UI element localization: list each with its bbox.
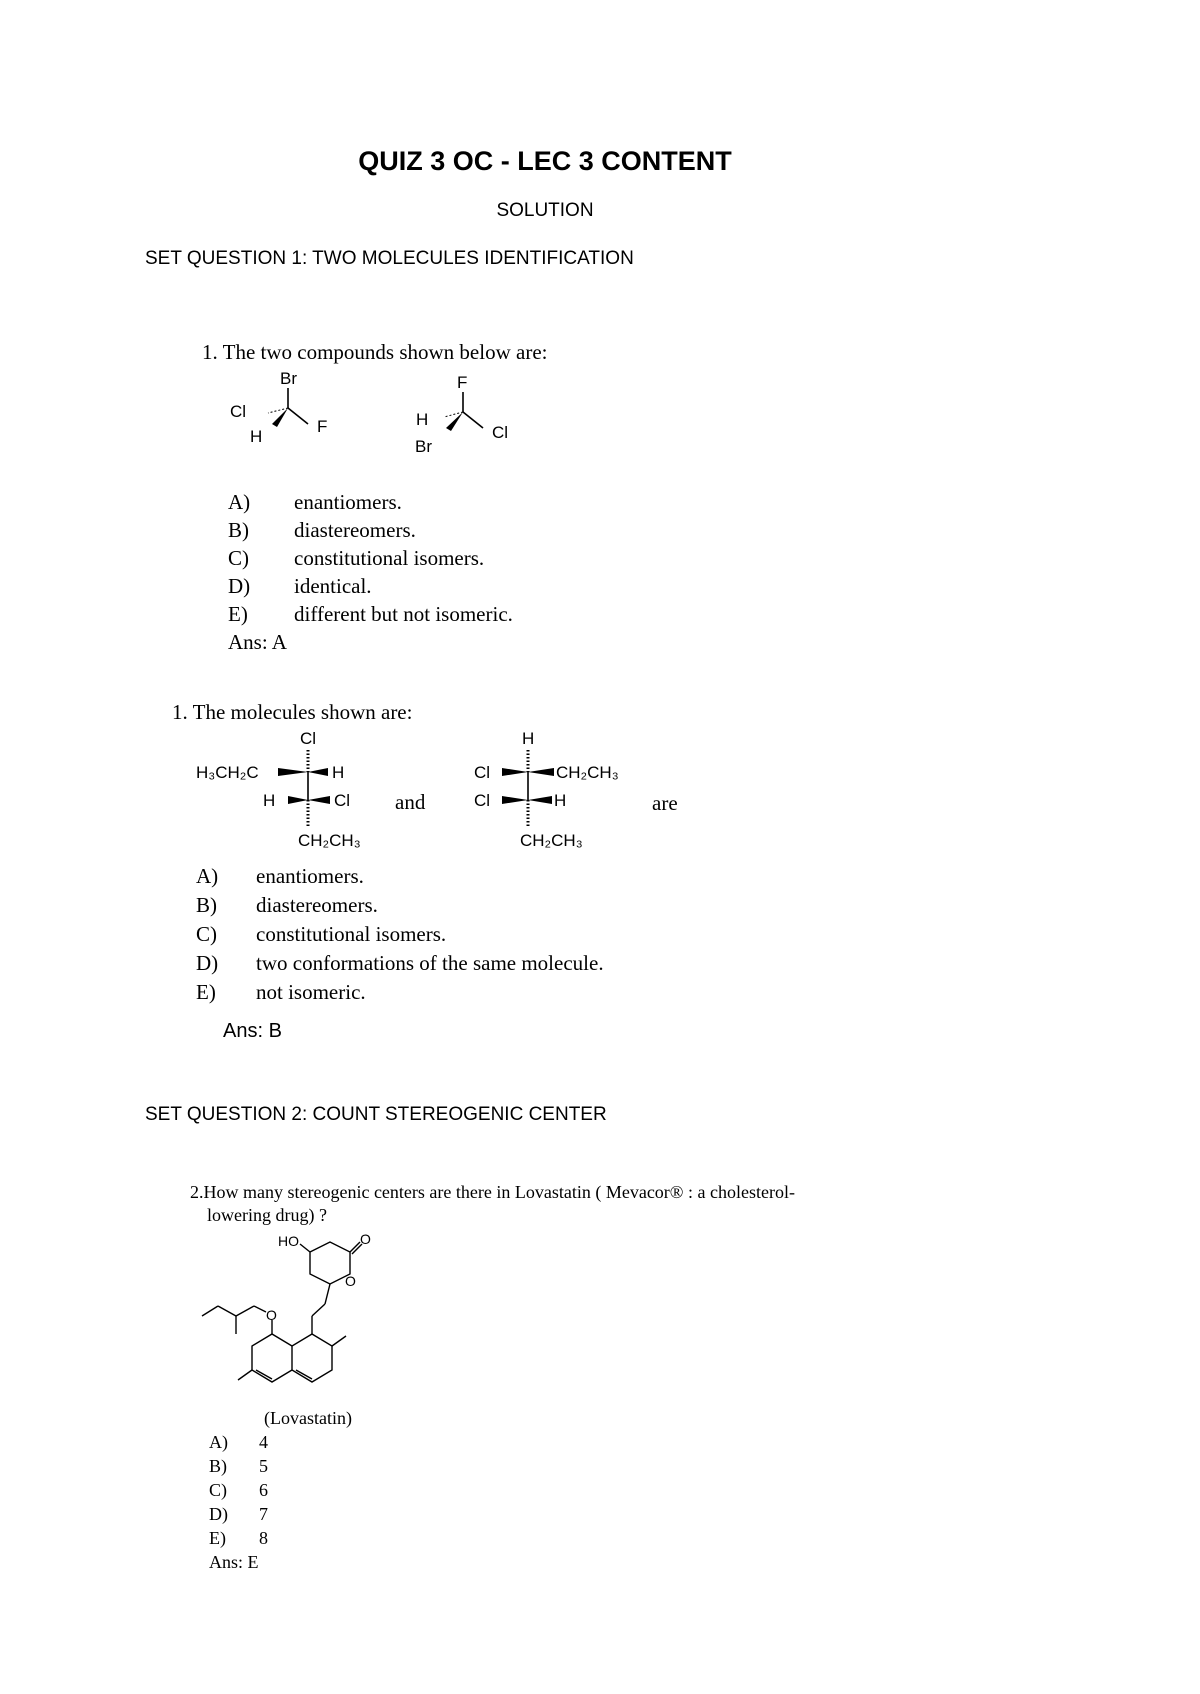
mol1-right-label: F — [317, 417, 328, 436]
option-letter: C) — [228, 546, 249, 570]
option-letter: A) — [228, 490, 251, 514]
q1b-fischer-diagram — [190, 724, 690, 860]
and-label: and — [395, 790, 426, 814]
page-subtitle: SOLUTION — [496, 200, 594, 221]
option-text: enantiomers. — [294, 490, 402, 514]
are-label: are — [652, 791, 678, 815]
mol2-left-label: H — [416, 410, 429, 429]
option-text: 4 — [259, 1432, 268, 1452]
option-letter: B) — [228, 518, 249, 542]
lovastatin-structure — [200, 1224, 440, 1414]
option-letter: D) — [196, 951, 219, 975]
option-text: diastereomers. — [256, 893, 378, 917]
option-text: not isomeric. — [256, 980, 366, 1004]
q2-option-b — [209, 1456, 268, 1477]
ho-label: HO — [278, 1233, 299, 1249]
f1-lower-right-label: Cl — [334, 791, 351, 810]
option-text: 8 — [259, 1528, 268, 1548]
mol2-right-label: Cl — [492, 423, 509, 442]
option-text: different but not isomeric. — [294, 602, 513, 626]
f2-bottom-label: CH₂CH₃ — [520, 831, 583, 850]
q1b-option-b — [196, 893, 378, 918]
mol2-top-label: F — [457, 373, 468, 392]
molecule-1 — [230, 369, 327, 446]
q2-option-d — [209, 1504, 268, 1525]
q1a-prompt: 1. The two compounds shown below are: — [202, 340, 548, 364]
option-letter: B) — [209, 1456, 227, 1476]
q1a-molecules-diagram — [220, 366, 540, 466]
molecule-2 — [415, 373, 508, 456]
f2-upper-right-label: CH₂CH₃ — [556, 763, 619, 782]
option-letter: C) — [196, 922, 217, 946]
q2-answer: Ans: E — [209, 1552, 259, 1572]
q1a-answer: Ans: A — [228, 630, 287, 654]
option-text: constitutional isomers. — [294, 546, 485, 570]
option-text: two conformations of the same molecule. — [256, 951, 604, 975]
option-text: constitutional isomers. — [256, 922, 447, 946]
carbonyl-o-label: O — [360, 1231, 371, 1247]
option-letter: A) — [209, 1432, 228, 1452]
q1b-option-c — [196, 922, 446, 947]
q2-prompt-line2: lowering drug) ? — [207, 1205, 327, 1225]
set2-heading: SET QUESTION 2: COUNT STEREOGENIC CENTER — [145, 1104, 607, 1125]
q1b-option-e — [196, 980, 366, 1005]
q2-option-e — [209, 1528, 268, 1549]
f1-upper-left-label: H₃CH₂C — [196, 763, 259, 782]
option-letter: E) — [196, 980, 216, 1004]
q1a-option-a — [228, 490, 402, 515]
page-title: QUIZ 3 OC - LEC 3 CONTENT — [358, 146, 732, 176]
mol2-bottom-label: Br — [415, 437, 432, 456]
lovastatin-caption: (Lovastatin) — [264, 1408, 352, 1428]
q2-option-c — [209, 1480, 268, 1501]
q1a-option-e — [228, 602, 513, 627]
f1-upper-right-label: H — [332, 763, 345, 782]
option-text: 5 — [259, 1456, 268, 1476]
fischer-molecule-2 — [474, 729, 619, 850]
option-letter: D) — [228, 574, 251, 598]
set1-heading: SET QUESTION 1: TWO MOLECULES IDENTIFICATION — [145, 248, 634, 269]
mol1-left-label: Cl — [230, 402, 247, 421]
ester-o-label: O — [266, 1307, 277, 1323]
q1a-option-b — [228, 518, 416, 543]
f2-lower-left-label: Cl — [474, 791, 491, 810]
option-text: identical. — [294, 574, 372, 598]
q1a-option-c — [228, 546, 484, 571]
ring-o-label: O — [345, 1273, 356, 1289]
q2-option-a — [209, 1432, 268, 1453]
option-text: 6 — [259, 1480, 268, 1500]
option-letter: C) — [209, 1480, 227, 1500]
f1-lower-left-label: H — [263, 791, 276, 810]
option-letter: E) — [228, 602, 248, 626]
option-text: enantiomers. — [256, 864, 364, 888]
q2-prompt-line1: 2.How many stereogenic centers are there in Lovastatin ( Mevacor® : a cholesterol- — [190, 1182, 795, 1202]
f2-upper-left-label: Cl — [474, 763, 491, 782]
option-letter: A) — [196, 864, 219, 888]
q1a-option-d — [228, 574, 372, 599]
mol1-bottom-label: H — [250, 427, 263, 446]
option-text: diastereomers. — [294, 518, 416, 542]
option-text: 7 — [259, 1504, 268, 1524]
option-letter: D) — [209, 1504, 228, 1524]
option-letter: B) — [196, 893, 217, 917]
q1b-option-d — [196, 951, 604, 976]
f1-bottom-label: CH₂CH₃ — [298, 831, 361, 850]
option-letter: E) — [209, 1528, 226, 1548]
f2-top-label: H — [522, 729, 535, 748]
q1b-answer: Ans: B — [223, 1020, 282, 1042]
f2-lower-right-label: H — [554, 791, 567, 810]
q1b-prompt: 1. The molecules shown are: — [172, 700, 413, 724]
fischer-molecule-1 — [196, 729, 361, 850]
q1b-option-a — [196, 864, 364, 889]
mol1-top-label: Br — [280, 369, 297, 388]
f1-top-label: Cl — [300, 729, 317, 748]
